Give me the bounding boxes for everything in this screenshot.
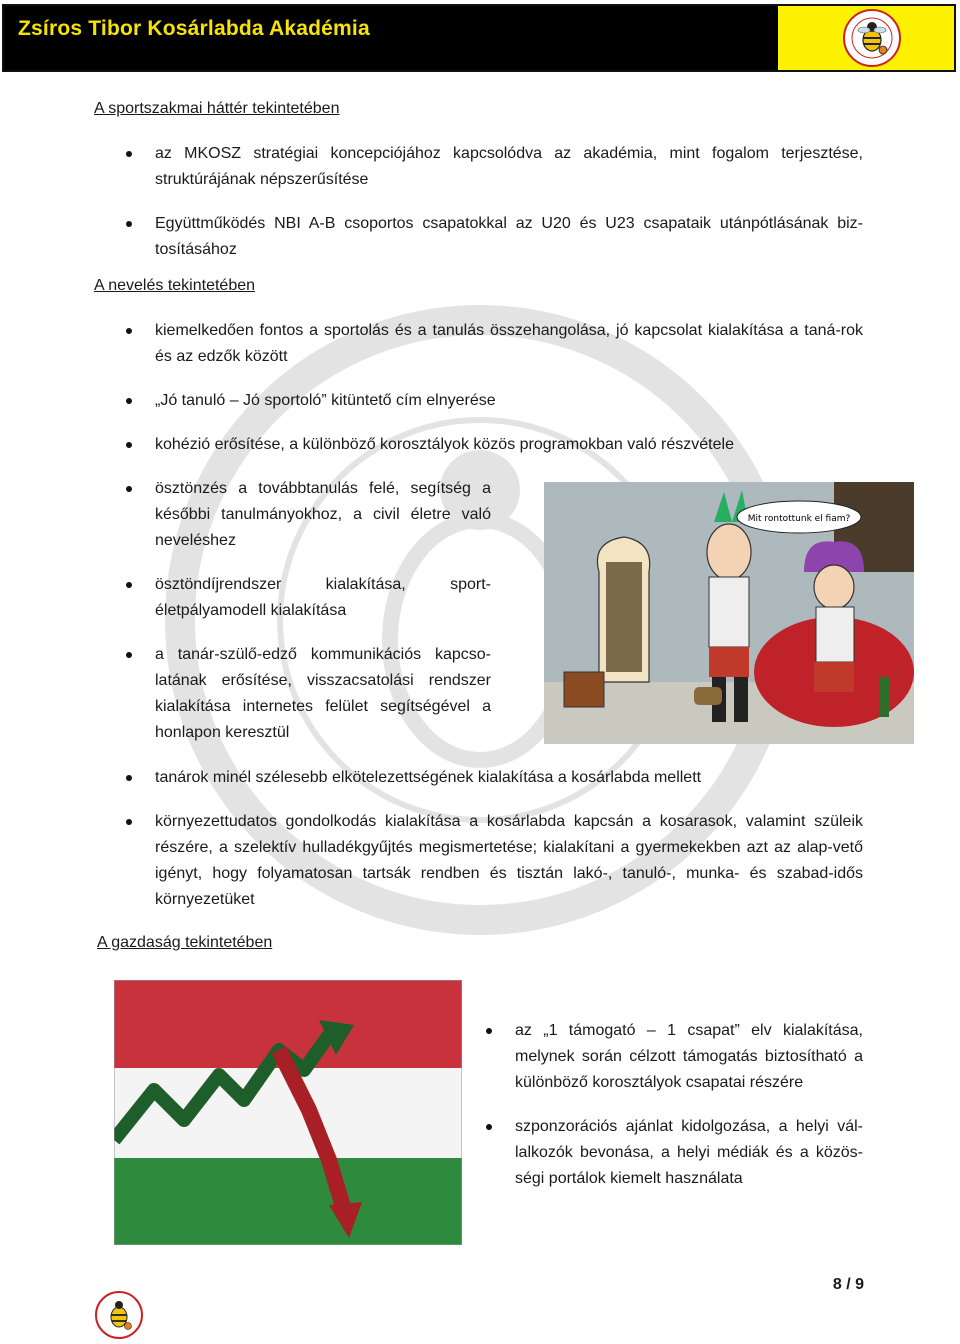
- list-item: szponzorációs ajánlat kidolgozása, a helyi vál-lalkozók bevonása, a helyi médiák és a közös-ségi portálok kiemelt használata: [515, 1114, 863, 1192]
- education-list-narrow: [155, 476, 491, 764]
- economy-list: [515, 1018, 863, 1210]
- list-item: Együttműködés NBI A-B csoportos csapatokkal az U20 és U23 csapataik utánpótlásának biz-tosításához: [155, 211, 863, 263]
- cartoon-speech-text: Mit rontottunk el fiam?: [747, 514, 851, 524]
- section-heading-education: A nevelés tekintetében: [94, 277, 256, 294]
- academy-logo: [842, 8, 902, 68]
- header-title-area: [4, 6, 775, 70]
- list-item: kohézió erősítése, a különböző korosztályok közös programokban való részvétele: [155, 432, 863, 458]
- page-number: 8 / 9: [832, 1276, 864, 1293]
- list-item: a tanár-szülő-edző kommunikációs kapcso-latának erősítése, visszacsatolási rendszer kialakítása internetes felület segítségével a honlapon keresztül: [155, 642, 491, 746]
- cartoon-image: [544, 482, 914, 744]
- page-header: [2, 4, 956, 72]
- section-heading-economy: A gazdaság tekintetében: [97, 934, 273, 951]
- header-title: Zsíros Tibor Kosárlabda Akadémia: [18, 17, 370, 40]
- list-item: az „1 támogató – 1 csapat” elv kialakítása, melynek során célzott támogatás biztosítható a különböző korosztályok csapatai részére: [515, 1018, 863, 1096]
- list-item: ösztönzés a továbbtanulás felé, segítség a későbbi tanulmányokhoz, a civil életre való neveléshez: [155, 476, 491, 554]
- list-item: ösztöndíjrendszer kialakítása, sport-életpályamodell kialakítása: [155, 572, 491, 624]
- sport-list: [155, 141, 863, 281]
- list-item: tanárok minél szélesebb elkötelezettségének kialakítása a kosárlabda mellett: [155, 765, 863, 791]
- section-heading-sport: A sportszakmai háttér tekintetében: [94, 100, 340, 117]
- hungarian-flag-chart-image: [114, 980, 462, 1245]
- list-item: az MKOSZ stratégiai koncepciójához kapcsolódva az akadémia, mint fogalom terjesztése, struktúrájának népszerűsítése: [155, 141, 863, 193]
- list-item: „Jó tanuló – Jó sportoló” kitüntető cím elnyerése: [155, 388, 863, 414]
- list-item: kiemelkedően fontos a sportolás és a tanulás összehangolása, jó kapcsolat kialakítása a taná-rok és az edzők között: [155, 318, 863, 370]
- education-list-full: [155, 318, 863, 476]
- list-item: környezettudatos gondolkodás kialakítása a kosárlabda kapcsán a kosarasok, valamint szüleik részére, a szelektív hulladékgyűjtés megismertetése; kialakítani a gyermekekben azt az alap-vető igényt, hogy folyamatosan tartsák rendben és tisztán lakó-, tanuló-, munka- és szabad-idős környezetüket: [155, 809, 863, 913]
- header-logo-area: [775, 6, 954, 70]
- education-list-after: [155, 765, 863, 931]
- footer-logo: [94, 1290, 144, 1340]
